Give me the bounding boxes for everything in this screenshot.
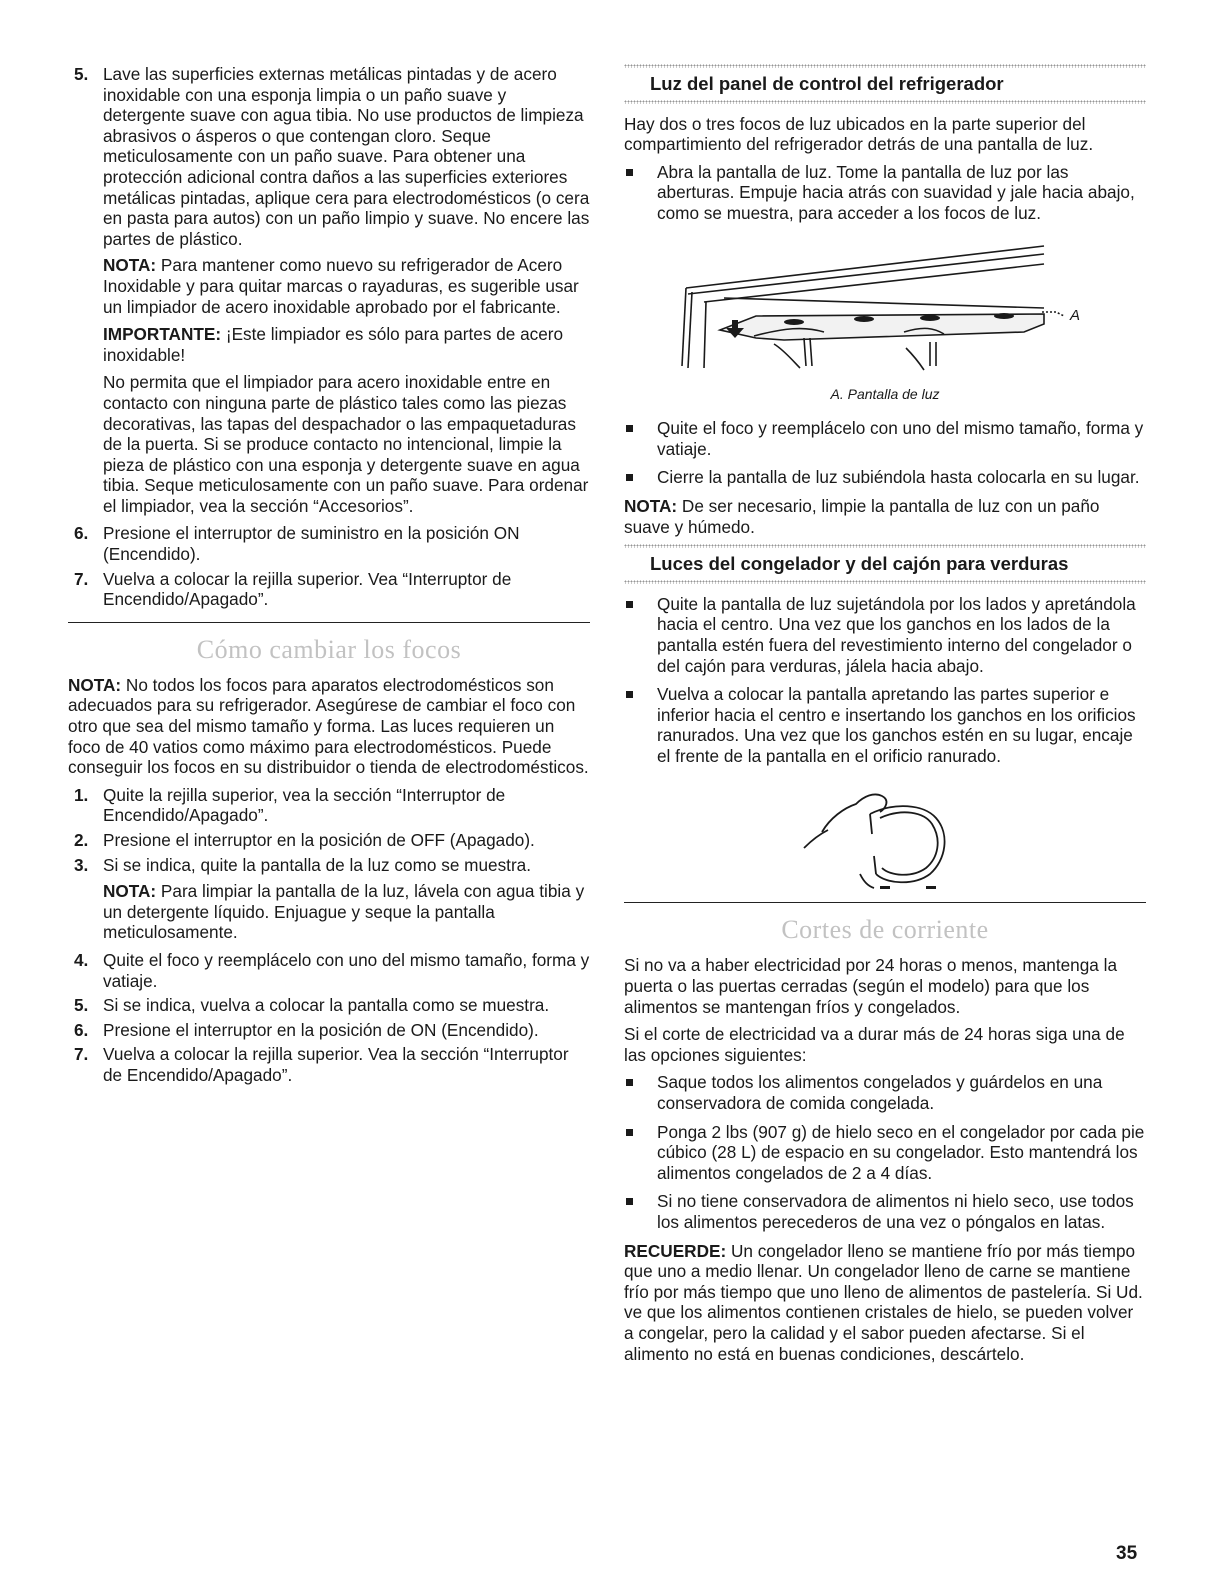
list-item: [624, 684, 1146, 766]
note-label: NOTA:: [103, 255, 157, 276]
note-text: De ser necesario, limpie la pantalla de luz con un paño suave y húmedo.: [624, 495, 1100, 537]
note-label: NOTA:: [68, 674, 122, 695]
bullet-text: Quite el foco y reemplácelo con uno del mismo tamaño, forma y vatiaje.: [657, 418, 1144, 459]
bullet-icon: [626, 691, 633, 698]
reminder-paragraph: [624, 1241, 1146, 1365]
step-number: 5.: [74, 64, 89, 84]
bullet-text: Cierre la pantalla de luz subiéndola hasta colocarla en su lugar.: [657, 467, 1140, 488]
bullet-icon: [626, 474, 633, 481]
step-number: 4.: [74, 949, 89, 970]
bullet-icon: [626, 1079, 633, 1086]
note-text: No todos los focos para aparatos electrodomésticos son adecuados para su refrigerador. Asegúrese de cambiar el foco con otro que sea del mismo tamaño y forma. Las luces requieren un foco de 40 vatios como máximo para electrodomésticos. Puede conseguir los focos en su distribuidor o tienda de electrodomésticos.: [68, 674, 589, 778]
reminder-label: RECUERDE:: [624, 1240, 727, 1261]
bullet-list: [624, 418, 1146, 488]
dotted-rule: [624, 100, 1146, 104]
bullet-icon: [626, 601, 633, 608]
step-number: 7.: [74, 1044, 89, 1065]
step-text: Presione el interruptor en la posición de ON (Encendido).: [103, 1019, 539, 1040]
bullet-icon: [626, 169, 633, 176]
step-text: Lave las superficies externas metálicas pintadas y de acero inoxidable con una esponja limpia o un paño suave y detergente suave con agua tibia. No use productos de limpieza abrasivos o ásperos o que contengan cloro. Seque meticulosamente con un paño suave. Para obtener una protección adicional contra daños a las superficies exteriores metálicas pintadas, aplique cera para electrodomésticos (o cera en pasta para autos) con un paño limpio y suave. No encere las partes de plástico.: [103, 64, 590, 249]
bullet-text: Saque todos los alimentos congelados y guárdelos en una conservadora de comida congelada.: [657, 1072, 1103, 1114]
step-text: Presione el interruptor de suministro en la posición ON (Encendido).: [103, 523, 520, 565]
freezer-shield-illustration: [624, 774, 1146, 894]
outage-paragraph: Si no va a haber electricidad por 24 horas o menos, mantenga la puerta o las puertas cerradas (según el modelo) para que los alimentos se mantengan fríos y congelados.: [624, 955, 1118, 1017]
list-item: [624, 467, 1146, 488]
bullet-icon: [626, 425, 633, 432]
bulb-steps-list: [68, 785, 590, 1086]
important-label: IMPORTANTE:: [103, 324, 222, 345]
bullet-text: Quite la pantalla de luz sujetándola por los lados y apretándola hacia el centro. Una vez que los ganchos en los lados de la pantalla estén fuera del revestimiento interno del congelador o del cajón para verduras, jálela hacia abajo.: [657, 593, 1136, 676]
important-text: ¡Este limpiador es sólo para partes de acero inoxidable!: [103, 324, 564, 365]
outage-paragraph: Si el corte de electricidad va a durar más de 24 horas siga una de las opciones siguientes:: [624, 1024, 1125, 1065]
list-item: [624, 162, 1146, 224]
step-text: Quite el foco y reemplácelo con uno del mismo tamaño, forma y vatiaje.: [103, 949, 590, 991]
figure-caption: A. Pantalla de luz: [830, 385, 940, 402]
subheading-control-panel-light: [624, 64, 1146, 104]
step-number: 3.: [74, 854, 89, 875]
step-number: 2.: [74, 830, 89, 850]
section-title-power-outages: Cortes de corriente: [781, 915, 989, 945]
note-text: Para limpiar la pantalla de la luz, lávela con agua tibia y un detergente líquido. Enjuague y seque la pantalla meticulosamente.: [103, 881, 585, 943]
list-item: [624, 1072, 1146, 1113]
list-item: [624, 418, 1146, 459]
bullet-list: [624, 594, 1146, 767]
right-column: [624, 64, 1146, 1371]
list-item: [68, 569, 590, 610]
list-item: [68, 1044, 590, 1085]
list-item: [624, 1191, 1146, 1232]
list-item: [68, 785, 590, 826]
subheading-title: Luces del congelador y del cajón para verduras: [650, 553, 1069, 575]
list-item: [68, 64, 590, 516]
bullet-list: [624, 1072, 1146, 1232]
list-item: [68, 1020, 590, 1041]
list-item: [68, 950, 590, 991]
step-text: Vuelva a colocar la rejilla superior. Vea “Interruptor de Encendido/Apagado”.: [103, 568, 512, 610]
note-paragraph: [68, 675, 590, 778]
step-number: 1.: [74, 784, 89, 805]
step-text: Si se indica, quite la pantalla de la luz como se muestra.: [103, 854, 532, 875]
step-number: 6.: [74, 523, 89, 544]
step-number: 7.: [74, 568, 89, 589]
light-shield-illustration: [624, 232, 1146, 382]
list-item: [68, 995, 590, 1016]
note-text: Para mantener como nuevo su refrigerador de Acero Inoxidable y para quitar marcas o rayaduras, es sugerible usar un limpiador de acero inoxidable aprobado por el fabricante.: [103, 255, 579, 317]
list-item: [624, 594, 1146, 676]
step-text: Presione el interruptor en la posición de OFF (Apagado).: [103, 830, 535, 850]
bullet-text: Abra la pantalla de luz. Tome la pantalla de luz por las aberturas. Empuje hacia atrás con suavidad y jale hacia abajo, como se muestra, para acceder a los focos de luz.: [657, 161, 1135, 223]
list-item: [68, 830, 590, 851]
note-paragraph: [103, 255, 590, 317]
section-divider: [68, 622, 590, 623]
step-number: 5.: [74, 995, 89, 1016]
bullet-icon: [626, 1129, 633, 1136]
figure-callout-label: A: [1070, 306, 1081, 324]
step-text: Vuelva a colocar la rejilla superior. Vea la sección “Interruptor de Encendido/Apagado”.: [103, 1044, 569, 1085]
step-number: 6.: [74, 1019, 89, 1040]
contact-warning-paragraph: No permita que el limpiador para acero inoxidable entre en contacto con ninguna parte de plástico tales como las piezas decorativas, las tapas del despachador o las empaquetaduras de la puerta. Si se produce contacto no intencional, limpie la pieza de plástico con una esponja y detergente suave en agua tibia. Seque meticulosamente con un paño suave. Para ordenar el limpiador, vea la sección “Accesorios”.: [103, 372, 589, 516]
cleaning-steps-list: [68, 64, 590, 610]
intro-paragraph: Hay dos o tres focos de luz ubicados en la parte superior del compartimiento del refrigerador detrás de una pantalla de luz.: [624, 113, 1094, 155]
section-divider: [624, 902, 1146, 903]
note-paragraph: [103, 881, 590, 943]
step-text: Quite la rejilla superior, vea la sección “Interruptor de Encendido/Apagado”.: [103, 784, 506, 826]
bullet-text: Ponga 2 lbs (907 g) de hielo seco en el congelador por cada pie cúbico (28 L) de espacio en su congelador. Esto mantendrá los alimentos congelados de 2 a 4 días.: [657, 1121, 1145, 1183]
note-label: NOTA:: [624, 495, 678, 516]
list-item: [68, 855, 590, 943]
dotted-rule: [624, 580, 1146, 584]
dotted-rule: [624, 544, 1146, 548]
important-paragraph: [103, 324, 590, 365]
bullet-icon: [626, 1198, 633, 1205]
page-number: 35: [1116, 1543, 1138, 1564]
section-title-changing-bulbs: Cómo cambiar los focos: [196, 634, 462, 664]
note-label: NOTA:: [103, 881, 157, 902]
left-column: [68, 64, 590, 1090]
note-paragraph: [624, 496, 1146, 537]
bullet-list: [624, 162, 1146, 224]
list-item: [68, 523, 590, 564]
dotted-rule: [624, 64, 1146, 68]
list-item: [624, 1122, 1146, 1184]
subheading-title: Luz del panel de control del refrigerador: [650, 73, 1004, 94]
step-text: Si se indica, vuelva a colocar la pantalla como se muestra.: [103, 995, 550, 1016]
subheading-freezer-crisper-lights: [624, 544, 1146, 584]
bullet-text: Vuelva a colocar la pantalla apretando las partes superior e inferior hacia el centro e insertando los ganchos en los orificios ranurados. Una vez que los ganchos estén en su lugar, encaje el frente de la pantalla en el orificio ranurado.: [657, 684, 1136, 766]
reminder-text: Un congelador lleno se mantiene frío por más tiempo que uno a medio llenar. Un congelador lleno de carne se mantiene frío por más tiempo que uno lleno de alimentos de pastelería. Si Ud. ve que los alimentos contienen cristales de hielo, se pueden volver a congelar, pero la calidad y el sabor pueden afectarse. Si el alimento no está en buenas condiciones, descártelo.: [624, 1240, 1143, 1364]
bullet-text: Si no tiene conservadora de alimentos ni hielo seco, use todos los alimentos perecederos de una vez o póngalos en latas.: [657, 1191, 1134, 1232]
